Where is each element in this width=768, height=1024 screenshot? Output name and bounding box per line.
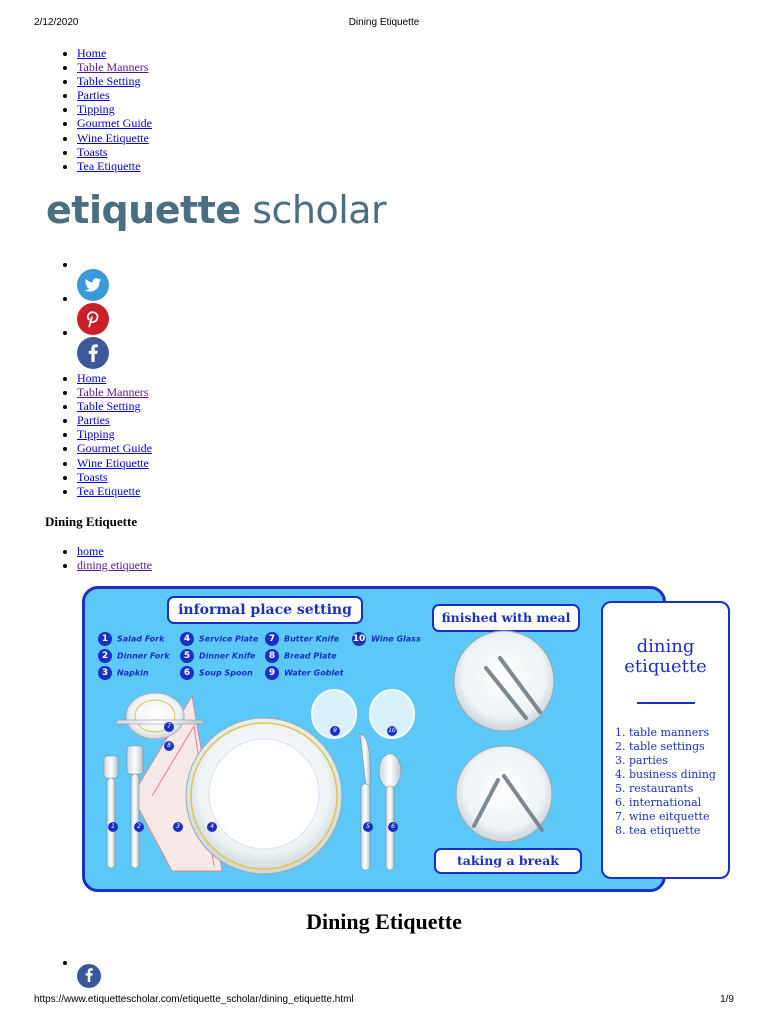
nav2-link-tea-etiquette[interactable]: Tea Etiquette (77, 483, 141, 498)
dinner-knife-icon (360, 734, 370, 870)
nav2-item-gourmet-guide (77, 441, 152, 455)
legend-label: Dinner Knife (199, 651, 256, 661)
marker-bread-plate: 8 (164, 741, 174, 751)
logo-word-etiquette: etiquette (46, 188, 241, 232)
card-topic-list (603, 726, 728, 838)
breadcrumb-link-home[interactable]: home (77, 544, 104, 558)
nav-item-tipping (77, 102, 152, 116)
nav-item-gourmet-guide (77, 116, 152, 130)
facebook-icon[interactable] (77, 337, 109, 369)
legend-number: 9 (265, 666, 279, 680)
nav2-item-wine-etiquette (77, 456, 152, 470)
taking-break-plate-icon (456, 746, 552, 842)
marker-butter-knife: 7 (164, 722, 174, 732)
legend-label: Butter Knife (284, 634, 340, 644)
nav-link-toasts[interactable]: Toasts (77, 144, 108, 159)
marker-wine-glass: 10 (388, 727, 396, 734)
nav-item-wine-etiquette (77, 131, 152, 145)
nav2-link-parties[interactable]: Parties (77, 413, 110, 428)
tableware-drawing (82, 586, 662, 886)
nav2-item-toasts (77, 470, 152, 484)
marker-salad-fork: 1 (108, 822, 118, 832)
taking-a-break-label: taking a break (434, 848, 582, 874)
nav2-item-parties (77, 413, 152, 427)
nav-link-parties[interactable]: Parties (77, 88, 110, 103)
marker-water-goblet: 9 (330, 726, 340, 736)
butter-knife-icon (116, 720, 204, 724)
nav2-link-table-setting[interactable]: Table Setting (77, 399, 141, 414)
card-topic-item: 8. tea etiquette (615, 824, 701, 837)
print-url: https://www.etiquettescholar.com/etiquette_scholar/dining_etiquette.html (34, 994, 354, 1005)
legend-label: Wine Glass (371, 634, 421, 644)
marker-dinner-fork: 2 (134, 822, 144, 832)
marker-napkin: 3 (173, 822, 183, 832)
social-item-facebook (77, 325, 109, 359)
nav2-item-table-manners (77, 385, 152, 399)
nav-item-toasts (77, 145, 152, 159)
legend-number: 7 (265, 632, 279, 646)
nav-item-table-manners (77, 60, 152, 74)
service-plate-icon (186, 718, 342, 874)
legend-number: 6 (180, 666, 194, 680)
card-divider (637, 702, 695, 704)
legend-label: Water Goblet (284, 668, 344, 678)
legend-label: Salad Fork (117, 634, 165, 644)
marker-soup-spoon: 6 (388, 822, 398, 832)
nav-link-home[interactable]: Home (77, 46, 107, 60)
nav2-item-tea-etiquette (77, 484, 152, 498)
nav-link-wine-etiquette[interactable]: Wine Etiquette (77, 130, 149, 145)
nav-link-gourmet-guide[interactable]: Gourmet Guide (77, 116, 152, 131)
legend-number: 8 (265, 649, 279, 663)
nav-link-table-setting[interactable]: Table Setting (77, 74, 141, 89)
nav2-link-table-manners[interactable]: Table Manners (77, 385, 149, 400)
nav-item-parties (77, 88, 152, 102)
section-title: Dining Etiquette (45, 514, 138, 529)
place-setting-illustration (82, 586, 732, 888)
secondary-nav (59, 371, 152, 498)
card-topic-item: 4. business dining (615, 768, 716, 781)
card-title-line2: etiquette (624, 656, 707, 677)
legend-number: 3 (98, 666, 112, 680)
card-topic-item: 7. wine eitquette (615, 810, 710, 823)
nav-link-table-manners[interactable]: Table Manners (77, 60, 149, 75)
nav-link-tipping[interactable]: Tipping (77, 102, 115, 117)
facebook-icon[interactable] (77, 964, 101, 988)
legend-number: 1 (98, 632, 112, 646)
salad-fork-icon (104, 756, 118, 868)
card-title-line1: dining (636, 636, 695, 657)
social-links (59, 257, 109, 359)
legend-label: Service Plate (199, 634, 259, 644)
legend-label: Napkin (117, 668, 149, 678)
dining-etiquette-card (601, 601, 730, 879)
site-logo[interactable] (46, 188, 386, 232)
nav2-link-wine-etiquette[interactable]: Wine Etiquette (77, 455, 149, 470)
marker-dinner-knife: 5 (363, 822, 373, 832)
legend-number: 10 (352, 634, 366, 644)
breadcrumb (59, 544, 152, 572)
print-page-number: 1/9 (720, 994, 734, 1005)
legend-label: Dinner Fork (117, 651, 170, 661)
nav-item-table-setting (77, 74, 152, 88)
breadcrumb-item-home (77, 544, 152, 558)
bread-plate-icon (126, 693, 184, 739)
nav2-link-toasts[interactable]: Toasts (77, 469, 108, 484)
nav-item-tea-etiquette (77, 159, 152, 173)
legend-label: Bread Plate (284, 651, 337, 661)
card-topic-item: 6. international (615, 796, 702, 809)
legend-label: Soup Spoon (199, 668, 253, 678)
nav-link-tea-etiquette[interactable]: Tea Etiquette (77, 158, 141, 173)
card-topic-item: 3. parties (615, 754, 668, 767)
card-topic-item: 5. restaurants (615, 782, 694, 795)
social-item-pinterest (77, 291, 109, 325)
nav2-item-table-setting (77, 399, 152, 413)
share-item-facebook (77, 955, 101, 988)
card-topic-item: 1. table manners (615, 726, 710, 739)
card-title (603, 637, 728, 677)
breadcrumb-item-dining-etiquette (77, 558, 152, 572)
legend-number: 2 (98, 649, 112, 663)
finished-with-meal-label: finished with meal (432, 604, 580, 632)
marker-service-plate: 4 (207, 822, 217, 832)
informal-place-setting-title: informal place setting (167, 596, 363, 624)
nav-item-home (77, 46, 152, 60)
finished-meal-plate-icon (454, 631, 554, 731)
nav2-item-home (77, 371, 152, 385)
nav2-link-gourmet-guide[interactable]: Gourmet Guide (77, 441, 152, 456)
nav2-link-tipping[interactable]: Tipping (77, 427, 115, 442)
top-nav (59, 46, 152, 173)
breadcrumb-link-dining-etiquette[interactable]: dining etiquette (77, 558, 152, 573)
logo-word-scholar: scholar (252, 188, 387, 232)
social-item-twitter (77, 257, 109, 291)
soup-spoon-icon (379, 754, 401, 870)
legend-number: 4 (180, 632, 194, 646)
share-links (59, 955, 101, 988)
card-topic-item: 2. table settings (615, 740, 705, 753)
print-title: Dining Etiquette (348, 17, 420, 28)
nav2-item-tipping (77, 427, 152, 441)
legend-number: 5 (180, 649, 194, 663)
nav2-link-home[interactable]: Home (77, 371, 107, 385)
print-date: 2/12/2020 (34, 17, 79, 28)
page-title: Dining Etiquette (306, 909, 462, 934)
